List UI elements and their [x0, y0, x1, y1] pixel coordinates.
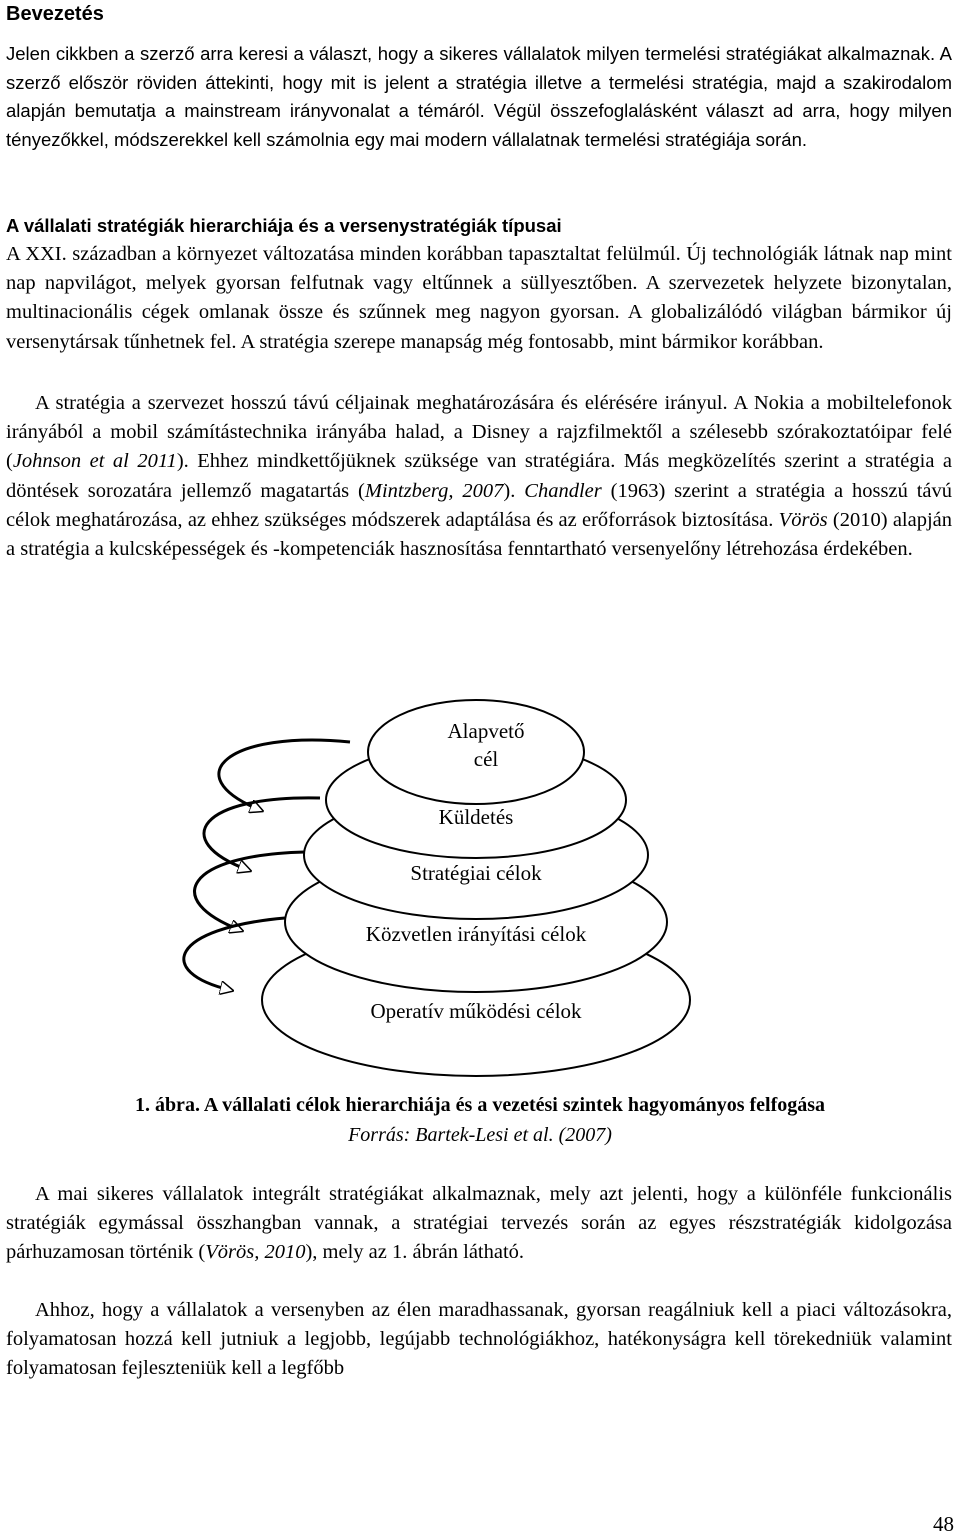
citation: Mintzberg, 2007: [364, 479, 504, 502]
paragraph-3-text: A mai sikeres vállalatok integrált stratégiákat alkalmaznak, mely azt jelenti, hogy a különféle funkcionális stratégiák egymással összhangban vannak, a stratégiai tervezés során az egyes részstratégiák kidolgozása párhuzamosan történik (: [6, 1183, 952, 1264]
section-title: Bevezetés: [6, 3, 104, 25]
page-number: 48: [933, 1512, 954, 1536]
paragraph-2-text: A stratégia a szervezet hosszú távú céljainak meghatározására és elérésére irányul. A Nokia a mobiltelefonok irányából a mobil számítástechnika irányába halad, a Disney a rajzfilmektől a szélesebb szórakoztatóipar felé (: [6, 392, 952, 473]
paragraph-2-text: ). Ehhez mindkettőjüknek szüksége van stratégiára. Más megközelítés szerint a stratégia a döntések sorozatára jellemző magatartás (: [6, 450, 952, 502]
level-label: Küldetés: [438, 805, 514, 829]
figure-caption: 1. ábra. A vállalati célok hierarchiája és a vezetési szintek hagyományos felfogása: [134, 1094, 826, 1116]
citation: Vörös: [778, 508, 828, 531]
paragraph-2-text: ).: [503, 479, 525, 502]
paragraph-4: Ahhoz, hogy a vállalatok a versenyben az élen maradhassanak, gyorsan reagálniuk kell a piaci változásokra, folyamatosan hozzá kell jutniuk a legjobb, legújabb technológiákhoz, hatékonyságra kell törekedniük valamint folyamatosan fejleszteniük kell a legfőbb: [6, 1299, 952, 1380]
paragraph-1: A XXI. században a környezet változatása minden korábban tapasztaltat felülmúl. Új technológiák látnak nap mint nap napvilágot, melyek gyorsan felfutnak vagy eltűnnek a süllyesztőben. A szervezetek helyzete bizonytalan, multinacionális cégek omlanak össze és szűnnek meg nagyon gyorsan. A globalizálódó világban bármikor új versenytársak tűnhetnek fel. A stratégia szerepe manapság még fontosabb, mint bármikor korábban.: [6, 243, 952, 353]
level-label: Stratégiai célok: [410, 861, 542, 885]
level-label: cél: [473, 747, 499, 771]
citation: Johnson et al 2011: [12, 450, 177, 473]
paragraph-3: [6, 1180, 952, 1268]
arrow-icon: [204, 798, 320, 870]
subsection-title: A vállalati stratégiák hierarchiája és a versenystratégiák típusai: [6, 215, 562, 236]
level-label: Közvetlen irányítási célok: [365, 922, 587, 946]
hierarchy-diagram: [0, 690, 960, 1080]
citation: Vörös, 2010: [205, 1241, 306, 1264]
paragraph-2-text: (1963) szerint a stratégia a hosszú távú célok meghatározása, az ehhez szükséges módszerek adaptálása és az erőforrások biztosítása.: [6, 479, 953, 531]
figure-source: Forrás: Bartek-Lesi et al. (2007): [348, 1124, 612, 1146]
intro-paragraph: Jelen cikkben a szerző arra keresi a választ, hogy a sikeres vállalatok milyen termelési stratégiákat alkalmaznak. A szerző először röviden áttekinti, hogy mit is jelent a stratégia illetve a termelési stratégia, majd a szakirodalom alapján bemutatja a mainstream irányvonalat a témáról. Végül összefoglalásként választ ad arra, hogy milyen tényezőkkel, módszerekkel kell számolnia egy mai modern vállalatnak termelési stratégiája során.: [6, 43, 952, 150]
paragraph-2-text: (2010) alapján a stratégia a kulcsképességek és -kompetenciák hasznosítása fenntartható versenyelőny létrehozása érdekében.: [6, 508, 953, 561]
level-label: Alapvető: [447, 719, 525, 743]
citation: Chandler: [524, 479, 602, 502]
paragraph-2: [6, 389, 952, 564]
level-label: Operatív működési célok: [370, 999, 582, 1023]
paragraph-3-text: ), mely az 1. ábrán látható.: [305, 1241, 525, 1264]
